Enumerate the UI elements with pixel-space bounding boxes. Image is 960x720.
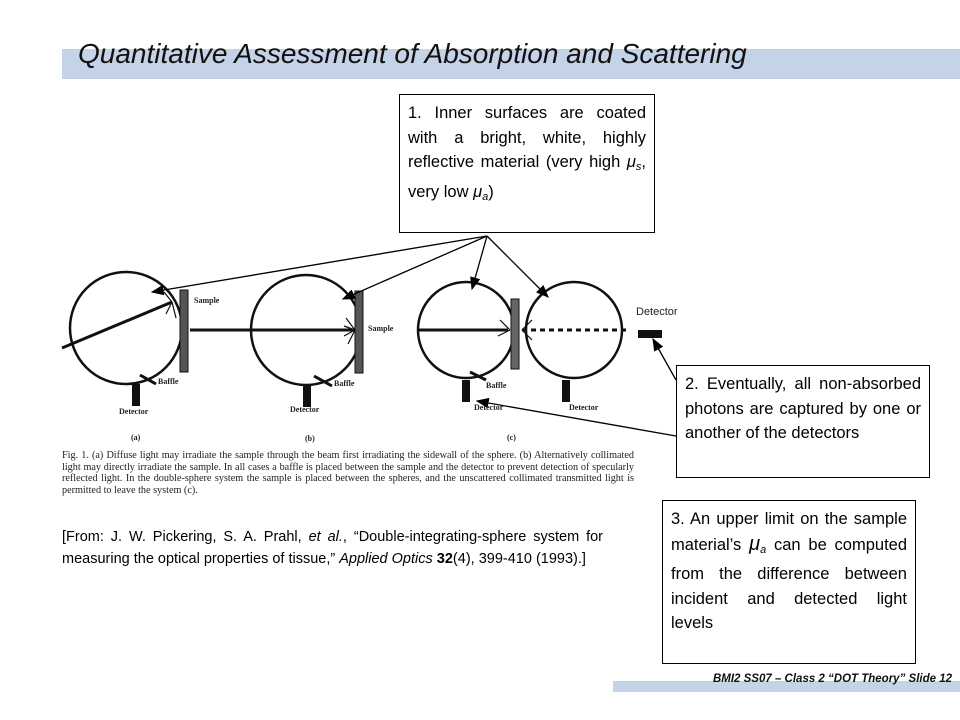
box1-text-pre: 1. Inner surfaces are coated with a bright, white, highly reflective material (very high [408,104,646,171]
slide-title: Quantitative Assessment of Absorption and Scattering [78,38,747,69]
panel-label-a: (a) [131,433,141,442]
label-sample-b: Sample [368,324,394,333]
label-baffle-c: Baffle [486,381,507,390]
label-detector-c2: Detector [569,403,599,412]
ref-authors: [From: J. W. Pickering, S. A. Prahl, [62,529,309,545]
subscript-s: s [635,161,642,173]
panel-label-b: (b) [305,434,315,443]
box1-text-mid: , very low [408,153,646,201]
subscript-a: a [760,543,767,556]
detector-label: Detector [636,306,678,318]
callout-upper-limit [662,500,916,664]
double-sphere-c [418,282,630,402]
box1-text-post: ) [488,182,494,201]
ref-etal: et al. [308,529,343,545]
label-detector-a: Detector [119,407,149,416]
mu-symbol: μ [473,182,483,201]
ref-volume: 32 [436,551,453,567]
label-baffle-b: Baffle [334,379,355,388]
label-baffle-a: Baffle [158,377,179,386]
ref-title: , “Double-integrating-sphere system for measuring the optical properties of tissue,” [62,529,604,567]
ref-journal: Applied Optics [339,551,433,567]
callout-detectors: 2. Eventually, all non-absorbed photons are captured by one or another of the detectors [676,365,930,478]
box1-arrows [152,236,548,299]
panel-label-c: (c) [507,433,516,442]
box3-text-post: can be computed from the difference between incident and detected light levels [671,535,908,632]
label-detector-b: Detector [290,405,320,414]
subscript-a: a [482,190,489,203]
mu-symbol: μ [626,153,636,171]
label-detector-c1: Detector [474,403,504,412]
figure-caption: Fig. 1. (a) Diffuse light may irradiate the sample through the beam first irradiating the sidewall of the sphere. (b) Alternatively collimated light may directly irradiate the sample. In all cases a baffle is placed between the sample and the detector to prevent detection of specularly reflected light. In the double-sphere system the sample is placed between the spheres, and the unscattered collimated transmitted light is permitted to leave the system (c). [62,450,634,496]
box3-text-pre: 3. An upper limit on the sample material’s [671,510,907,554]
slide-footer: BMI2 SS07 – Class 2 “DOT Theory” Slide 12 [712,673,952,685]
reference-citation [62,526,603,570]
ref-pages: (4), 399-410 (1993).] [452,551,586,567]
callout-inner-surfaces [399,94,655,233]
external-detector [638,330,662,338]
label-sample-a: Sample [194,296,220,305]
mu-symbol: μ [749,532,761,555]
